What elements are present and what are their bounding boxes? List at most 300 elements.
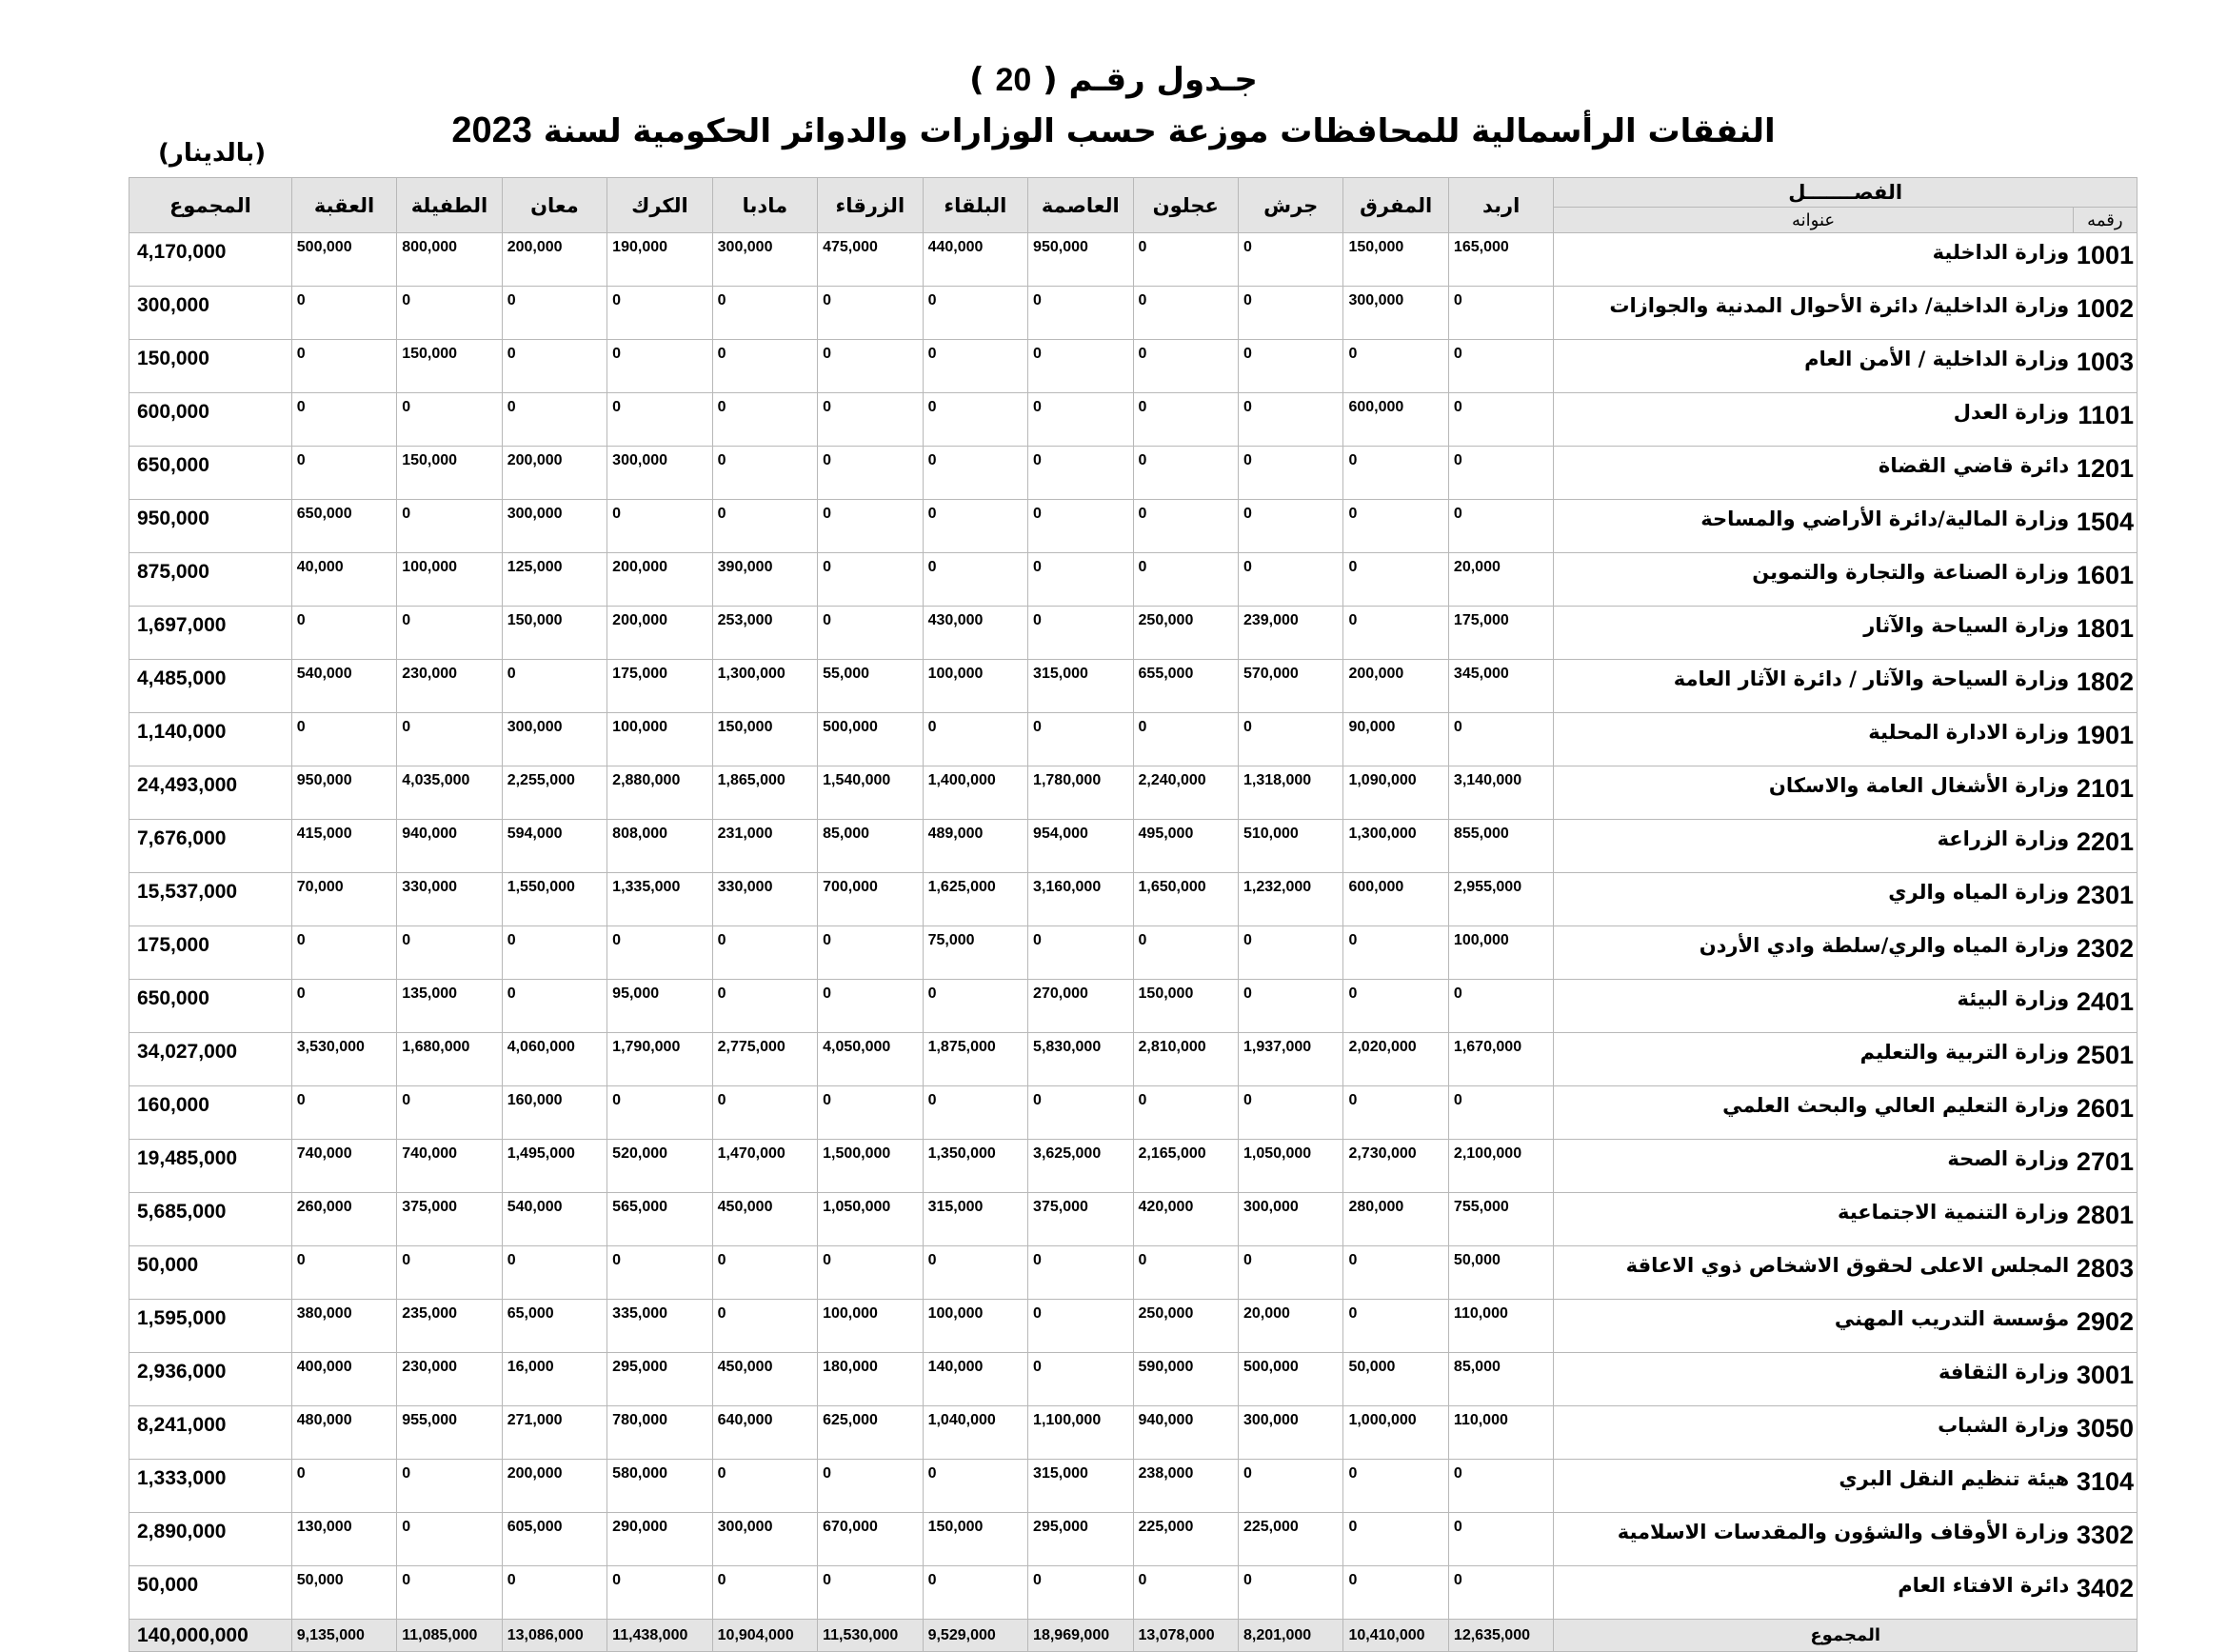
row-cell: 0	[607, 393, 712, 447]
table-row	[129, 1406, 2138, 1460]
row-total: 50,000	[129, 1566, 292, 1620]
row-total: 1,697,000	[129, 607, 292, 660]
row-cell: 1,232,000	[1238, 873, 1342, 926]
row-cell: 0	[502, 287, 606, 340]
row-cell: 540,000	[291, 660, 396, 713]
row-cell: 20,000	[1448, 553, 1553, 607]
row-cell: 1,100,000	[1028, 1406, 1133, 1460]
row-cell: 0	[1448, 1086, 1553, 1140]
row-cell: 0	[291, 287, 396, 340]
row-cell: 0	[712, 1566, 817, 1620]
row-cell: 0	[1028, 926, 1133, 980]
row-cell: 0	[1343, 1300, 1448, 1353]
row-cell: 0	[1448, 713, 1553, 766]
row-cell: 0	[923, 500, 1027, 553]
row-cell: 640,000	[712, 1406, 817, 1460]
row-cell: 300,000	[1343, 287, 1448, 340]
row-cell: 0	[818, 1086, 923, 1140]
row-code: 2201	[2073, 820, 2137, 873]
row-cell: 85,000	[818, 820, 923, 873]
row-cell: 594,000	[502, 820, 606, 873]
row-cell: 0	[1028, 287, 1133, 340]
row-cell: 0	[397, 1460, 502, 1513]
row-name: وزارة الداخلية	[1554, 233, 2073, 287]
row-name: وزارة المياه والري/سلطة وادي الأردن	[1554, 926, 2073, 980]
row-cell: 0	[818, 500, 923, 553]
row-cell: 200,000	[607, 607, 712, 660]
row-cell: 300,000	[502, 713, 606, 766]
row-code: 1201	[2073, 447, 2137, 500]
row-cell: 495,000	[1133, 820, 1238, 873]
row-cell: 0	[1238, 1460, 1342, 1513]
row-cell: 700,000	[818, 873, 923, 926]
row-cell: 150,000	[1133, 980, 1238, 1033]
row-code: 2801	[2073, 1193, 2137, 1246]
row-cell: 295,000	[607, 1353, 712, 1406]
row-cell: 0	[923, 1460, 1027, 1513]
row-cell: 50,000	[291, 1566, 396, 1620]
row-cell: 0	[818, 1566, 923, 1620]
row-total: 15,537,000	[129, 873, 292, 926]
row-cell: 0	[923, 1566, 1027, 1620]
row-code: 1801	[2073, 607, 2137, 660]
row-cell: 180,000	[818, 1353, 923, 1406]
row-code: 2701	[2073, 1140, 2137, 1193]
row-cell: 1,050,000	[1238, 1140, 1342, 1193]
row-cell: 300,000	[1238, 1406, 1342, 1460]
row-code: 2803	[2073, 1246, 2137, 1300]
row-cell: 510,000	[1238, 820, 1342, 873]
row-cell: 1,670,000	[1448, 1033, 1553, 1086]
row-cell: 950,000	[1028, 233, 1133, 287]
row-total: 7,676,000	[129, 820, 292, 873]
row-cell: 235,000	[397, 1300, 502, 1353]
row-cell: 1,790,000	[607, 1033, 712, 1086]
subtitle-year: 2023	[451, 110, 532, 150]
table-row	[129, 1566, 2138, 1620]
row-name: وزارة الشباب	[1554, 1406, 2073, 1460]
row-cell: 0	[712, 287, 817, 340]
row-cell: 238,000	[1133, 1460, 1238, 1513]
row-cell: 0	[923, 980, 1027, 1033]
row-cell: 0	[818, 287, 923, 340]
row-name: وزارة التنمية الاجتماعية	[1554, 1193, 2073, 1246]
table-row	[129, 500, 2138, 553]
row-cell: 1,937,000	[1238, 1033, 1342, 1086]
row-cell: 0	[397, 1566, 502, 1620]
row-total: 300,000	[129, 287, 292, 340]
row-cell: 0	[923, 447, 1027, 500]
row-cell: 0	[1448, 447, 1553, 500]
row-cell: 100,000	[923, 1300, 1027, 1353]
row-cell: 150,000	[923, 1513, 1027, 1566]
row-cell: 200,000	[1343, 660, 1448, 713]
row-cell: 0	[923, 393, 1027, 447]
table-row	[129, 926, 2138, 980]
row-cell: 315,000	[1028, 1460, 1133, 1513]
row-total: 50,000	[129, 1246, 292, 1300]
row-cell: 2,775,000	[712, 1033, 817, 1086]
row-cell: 800,000	[397, 233, 502, 287]
row-cell: 440,000	[923, 233, 1027, 287]
row-cell: 0	[818, 607, 923, 660]
row-total: 1,333,000	[129, 1460, 292, 1513]
table-row	[129, 1193, 2138, 1246]
footer-cell: 9,135,000	[291, 1620, 396, 1652]
row-cell: 1,650,000	[1133, 873, 1238, 926]
row-cell: 655,000	[1133, 660, 1238, 713]
table-row	[129, 873, 2138, 926]
row-name: وزارة الداخلية/ دائرة الأحوال المدنية والجوازات	[1554, 287, 2073, 340]
row-cell: 0	[818, 340, 923, 393]
row-cell: 0	[923, 553, 1027, 607]
row-cell: 0	[1343, 340, 1448, 393]
row-cell: 50,000	[1448, 1246, 1553, 1300]
row-name: مؤسسة التدريب المهني	[1554, 1300, 2073, 1353]
table-row	[129, 447, 2138, 500]
row-cell: 95,000	[607, 980, 712, 1033]
row-total: 175,000	[129, 926, 292, 980]
row-cell: 0	[1238, 980, 1342, 1033]
row-cell: 0	[1238, 233, 1342, 287]
row-cell: 0	[607, 1086, 712, 1140]
row-cell: 0	[923, 713, 1027, 766]
row-cell: 150,000	[712, 713, 817, 766]
row-cell: 540,000	[502, 1193, 606, 1246]
row-cell: 0	[1028, 1566, 1133, 1620]
row-cell: 0	[607, 1246, 712, 1300]
row-cell: 231,000	[712, 820, 817, 873]
table-row	[129, 287, 2138, 340]
row-cell: 0	[818, 553, 923, 607]
row-name: وزارة الثقافة	[1554, 1353, 2073, 1406]
row-cell: 0	[397, 500, 502, 553]
row-cell: 755,000	[1448, 1193, 1553, 1246]
row-cell: 0	[502, 393, 606, 447]
row-total: 24,493,000	[129, 766, 292, 820]
row-cell: 200,000	[502, 447, 606, 500]
row-cell: 0	[712, 1086, 817, 1140]
table-row	[129, 713, 2138, 766]
row-cell: 0	[1133, 340, 1238, 393]
row-cell: 1,090,000	[1343, 766, 1448, 820]
row-cell: 110,000	[1448, 1406, 1553, 1460]
row-cell: 0	[1133, 393, 1238, 447]
row-cell: 125,000	[502, 553, 606, 607]
row-name: وزارة التربية والتعليم	[1554, 1033, 2073, 1086]
row-cell: 0	[291, 393, 396, 447]
row-cell: 2,730,000	[1343, 1140, 1448, 1193]
row-cell: 1,550,000	[502, 873, 606, 926]
row-cell: 2,810,000	[1133, 1033, 1238, 1086]
row-cell: 0	[1028, 447, 1133, 500]
table-body	[129, 233, 2138, 1620]
header-col: اربد	[1448, 178, 1553, 233]
row-cell: 0	[1238, 500, 1342, 553]
row-cell: 175,000	[607, 660, 712, 713]
row-cell: 250,000	[1133, 607, 1238, 660]
row-cell: 0	[1028, 500, 1133, 553]
table-row	[129, 340, 2138, 393]
row-cell: 0	[1028, 1246, 1133, 1300]
row-cell: 290,000	[607, 1513, 712, 1566]
row-total: 875,000	[129, 553, 292, 607]
row-cell: 0	[397, 926, 502, 980]
row-cell: 1,680,000	[397, 1033, 502, 1086]
row-cell: 0	[712, 1246, 817, 1300]
row-total: 2,890,000	[129, 1513, 292, 1566]
row-cell: 0	[923, 1246, 1027, 1300]
row-cell: 315,000	[1028, 660, 1133, 713]
row-cell: 0	[291, 713, 396, 766]
row-cell: 0	[1133, 1086, 1238, 1140]
row-cell: 135,000	[397, 980, 502, 1033]
table-row	[129, 553, 2138, 607]
row-cell: 0	[291, 607, 396, 660]
row-cell: 100,000	[818, 1300, 923, 1353]
row-cell: 0	[1238, 287, 1342, 340]
row-name: وزارة الادارة المحلية	[1554, 713, 2073, 766]
header-col: العقبة	[291, 178, 396, 233]
title-prefix: جـدول رقـم (	[1043, 61, 1258, 99]
row-cell: 0	[712, 447, 817, 500]
header-col: الزرقاء	[818, 178, 923, 233]
currency-unit-label: (بالدينار)	[158, 139, 267, 168]
row-cell: 570,000	[1238, 660, 1342, 713]
row-cell: 489,000	[923, 820, 1027, 873]
row-cell: 0	[818, 1460, 923, 1513]
table-row	[129, 1140, 2138, 1193]
row-total: 650,000	[129, 447, 292, 500]
row-cell: 500,000	[1238, 1353, 1342, 1406]
row-cell: 0	[1448, 340, 1553, 393]
row-cell: 230,000	[397, 660, 502, 713]
row-cell: 1,350,000	[923, 1140, 1027, 1193]
header-chapter: الفصـــــــل	[1554, 178, 2138, 208]
row-cell: 200,000	[607, 553, 712, 607]
row-cell: 1,000,000	[1343, 1406, 1448, 1460]
header-col: المفرق	[1343, 178, 1448, 233]
row-code: 3402	[2073, 1566, 2137, 1620]
row-cell: 0	[1133, 553, 1238, 607]
row-code: 2301	[2073, 873, 2137, 926]
row-name: وزارة السياحة والآثار / دائرة الآثار العامة	[1554, 660, 2073, 713]
row-cell: 950,000	[291, 766, 396, 820]
footer-cell: 10,904,000	[712, 1620, 817, 1652]
table-row	[129, 1300, 2138, 1353]
row-cell: 0	[712, 340, 817, 393]
row-name: وزارة الأشغال العامة والاسكان	[1554, 766, 2073, 820]
row-cell: 271,000	[502, 1406, 606, 1460]
row-cell: 0	[607, 287, 712, 340]
row-cell: 2,955,000	[1448, 873, 1553, 926]
row-cell: 70,000	[291, 873, 396, 926]
row-code: 2302	[2073, 926, 2137, 980]
row-cell: 855,000	[1448, 820, 1553, 873]
row-cell: 740,000	[397, 1140, 502, 1193]
row-cell: 190,000	[607, 233, 712, 287]
row-code: 1101	[2073, 393, 2137, 447]
footer-cell: 18,969,000	[1028, 1620, 1133, 1652]
row-name: وزارة الأوقاف والشؤون والمقدسات الاسلامية	[1554, 1513, 2073, 1566]
row-cell: 110,000	[1448, 1300, 1553, 1353]
row-total: 34,027,000	[129, 1033, 292, 1086]
row-cell: 0	[1448, 500, 1553, 553]
row-cell: 430,000	[923, 607, 1027, 660]
row-cell: 0	[923, 340, 1027, 393]
row-cell: 2,100,000	[1448, 1140, 1553, 1193]
header-col: الكرك	[607, 178, 712, 233]
row-cell: 0	[1343, 980, 1448, 1033]
row-cell: 3,625,000	[1028, 1140, 1133, 1193]
table-subtitle	[0, 107, 2227, 155]
row-cell: 740,000	[291, 1140, 396, 1193]
row-cell: 100,000	[923, 660, 1027, 713]
header-col: الطفيلة	[397, 178, 502, 233]
row-total: 650,000	[129, 980, 292, 1033]
row-cell: 150,000	[1343, 233, 1448, 287]
row-cell: 500,000	[818, 713, 923, 766]
row-cell: 0	[397, 287, 502, 340]
row-total: 5,685,000	[129, 1193, 292, 1246]
row-cell: 0	[1343, 1513, 1448, 1566]
row-cell: 0	[1448, 1566, 1553, 1620]
row-cell: 400,000	[291, 1353, 396, 1406]
row-cell: 0	[1343, 500, 1448, 553]
row-cell: 0	[1133, 447, 1238, 500]
row-cell: 0	[607, 500, 712, 553]
row-cell: 1,500,000	[818, 1140, 923, 1193]
row-cell: 100,000	[397, 553, 502, 607]
row-code: 1002	[2073, 287, 2137, 340]
row-code: 2501	[2073, 1033, 2137, 1086]
row-code: 1504	[2073, 500, 2137, 553]
row-cell: 1,780,000	[1028, 766, 1133, 820]
row-cell: 0	[712, 1300, 817, 1353]
row-cell: 0	[1448, 980, 1553, 1033]
row-cell: 3,140,000	[1448, 766, 1553, 820]
row-cell: 4,050,000	[818, 1033, 923, 1086]
row-cell: 0	[818, 393, 923, 447]
row-cell: 1,050,000	[818, 1193, 923, 1246]
row-cell: 600,000	[1343, 393, 1448, 447]
row-code: 1601	[2073, 553, 2137, 607]
row-cell: 55,000	[818, 660, 923, 713]
row-cell: 2,880,000	[607, 766, 712, 820]
row-cell: 1,335,000	[607, 873, 712, 926]
row-cell: 0	[291, 447, 396, 500]
row-cell: 200,000	[502, 233, 606, 287]
table-row	[129, 1033, 2138, 1086]
row-cell: 300,000	[1238, 1193, 1342, 1246]
header-col: معان	[502, 178, 606, 233]
row-cell: 940,000	[397, 820, 502, 873]
footer-cell: 13,078,000	[1133, 1620, 1238, 1652]
footer-cell: 11,530,000	[818, 1620, 923, 1652]
row-total: 2,936,000	[129, 1353, 292, 1406]
row-cell: 3,530,000	[291, 1033, 396, 1086]
row-cell: 0	[1343, 1566, 1448, 1620]
row-cell: 4,060,000	[502, 1033, 606, 1086]
row-cell: 165,000	[1448, 233, 1553, 287]
row-cell: 0	[502, 980, 606, 1033]
row-cell: 150,000	[397, 447, 502, 500]
row-cell: 0	[1238, 447, 1342, 500]
row-cell: 0	[1343, 1246, 1448, 1300]
row-code: 2601	[2073, 1086, 2137, 1140]
row-cell: 0	[712, 500, 817, 553]
row-cell: 0	[1448, 287, 1553, 340]
row-cell: 0	[1448, 1460, 1553, 1513]
row-cell: 200,000	[502, 1460, 606, 1513]
row-cell: 0	[397, 393, 502, 447]
row-name: دائرة قاضي القضاة	[1554, 447, 2073, 500]
row-cell: 0	[1028, 553, 1133, 607]
row-cell: 0	[1343, 926, 1448, 980]
row-name: وزارة المياه والري	[1554, 873, 2073, 926]
row-cell: 0	[712, 1460, 817, 1513]
row-cell: 5,830,000	[1028, 1033, 1133, 1086]
row-cell: 20,000	[1238, 1300, 1342, 1353]
row-cell: 625,000	[818, 1406, 923, 1460]
row-cell: 0	[291, 980, 396, 1033]
row-cell: 500,000	[291, 233, 396, 287]
row-cell: 0	[1028, 393, 1133, 447]
row-cell: 300,000	[712, 1513, 817, 1566]
row-name: وزارة السياحة والآثار	[1554, 607, 2073, 660]
row-cell: 0	[712, 926, 817, 980]
table-row	[129, 1353, 2138, 1406]
row-cell: 954,000	[1028, 820, 1133, 873]
row-cell: 0	[1028, 1353, 1133, 1406]
row-cell: 1,625,000	[923, 873, 1027, 926]
row-cell: 100,000	[1448, 926, 1553, 980]
row-cell: 380,000	[291, 1300, 396, 1353]
row-cell: 1,495,000	[502, 1140, 606, 1193]
row-cell: 0	[712, 980, 817, 1033]
row-cell: 16,000	[502, 1353, 606, 1406]
row-cell: 0	[923, 287, 1027, 340]
row-cell: 420,000	[1133, 1193, 1238, 1246]
row-cell: 375,000	[1028, 1193, 1133, 1246]
row-cell: 0	[923, 1086, 1027, 1140]
table-title	[0, 59, 2227, 101]
row-cell: 0	[1133, 926, 1238, 980]
row-cell: 390,000	[712, 553, 817, 607]
row-total: 150,000	[129, 340, 292, 393]
row-total: 160,000	[129, 1086, 292, 1140]
row-cell: 2,165,000	[1133, 1140, 1238, 1193]
row-cell: 955,000	[397, 1406, 502, 1460]
footer-cell: 10,410,000	[1343, 1620, 1448, 1652]
row-cell: 250,000	[1133, 1300, 1238, 1353]
row-cell: 85,000	[1448, 1353, 1553, 1406]
row-name: وزارة الصناعة والتجارة والتموين	[1554, 553, 2073, 607]
row-code: 3104	[2073, 1460, 2137, 1513]
row-code: 3001	[2073, 1353, 2137, 1406]
row-cell: 2,020,000	[1343, 1033, 1448, 1086]
row-cell: 0	[502, 340, 606, 393]
row-cell: 0	[818, 926, 923, 980]
row-total: 1,140,000	[129, 713, 292, 766]
row-cell: 50,000	[1343, 1353, 1448, 1406]
row-cell: 415,000	[291, 820, 396, 873]
row-cell: 300,000	[607, 447, 712, 500]
row-cell: 0	[1238, 553, 1342, 607]
row-cell: 295,000	[1028, 1513, 1133, 1566]
table-row	[129, 980, 2138, 1033]
row-cell: 65,000	[502, 1300, 606, 1353]
